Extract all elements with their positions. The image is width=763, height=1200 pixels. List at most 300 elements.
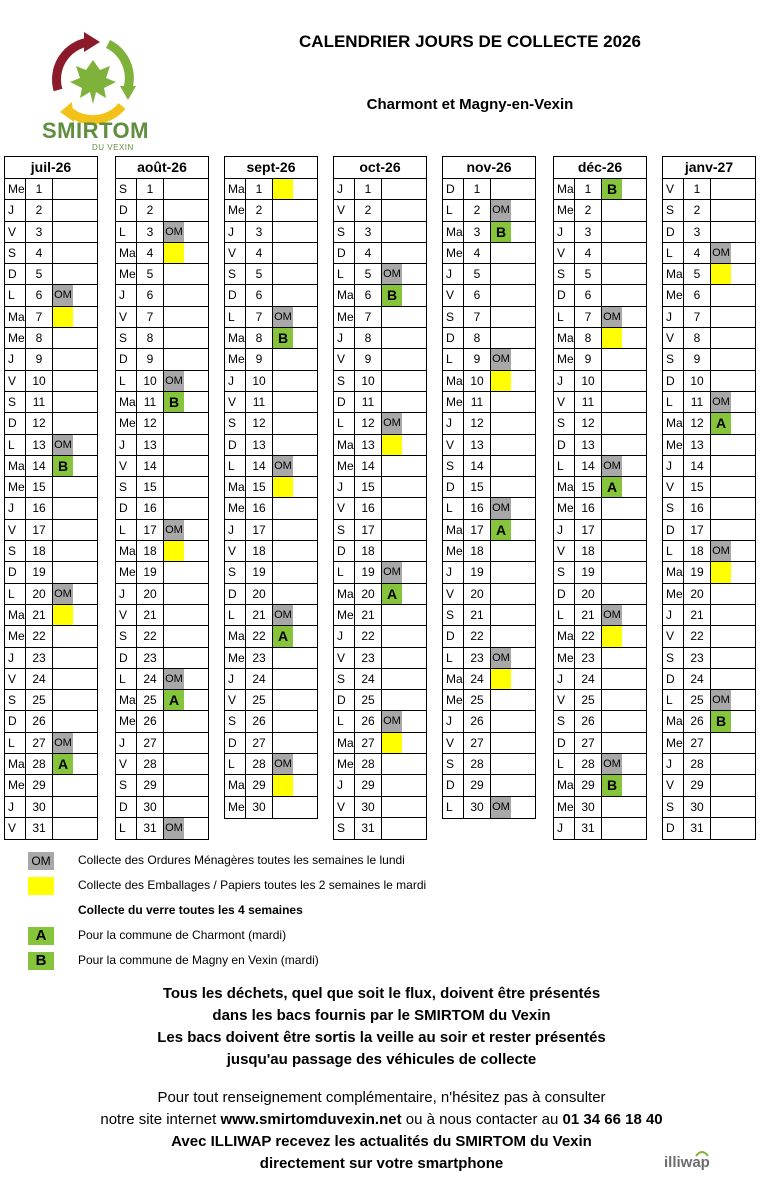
day-blank-cell	[293, 754, 317, 774]
day-number: 25	[684, 690, 711, 710]
day-row	[116, 754, 208, 775]
day-number: 17	[246, 520, 273, 540]
day-blank-cell	[402, 733, 426, 753]
day-row	[5, 733, 97, 754]
day-weekday: Ma	[334, 285, 355, 305]
day-row	[334, 626, 426, 647]
day-blank-cell	[402, 818, 426, 839]
day-row	[334, 690, 426, 711]
day-blank-cell	[402, 584, 426, 604]
day-blank-cell	[511, 605, 535, 625]
day-blank-cell	[511, 711, 535, 731]
empty-marker-cell	[53, 264, 73, 284]
day-number: 26	[246, 711, 273, 731]
day-weekday: S	[116, 477, 137, 497]
day-blank-cell	[731, 307, 755, 327]
day-weekday: L	[554, 754, 575, 774]
day-blank-cell	[293, 626, 317, 646]
day-number: 4	[575, 243, 602, 263]
day-weekday: D	[5, 264, 26, 284]
day-number: 15	[464, 477, 491, 497]
day-blank-cell	[622, 584, 646, 604]
day-weekday: S	[663, 498, 684, 518]
day-weekday: Ma	[554, 775, 575, 795]
day-weekday: Me	[443, 243, 464, 263]
day-number: 27	[575, 733, 602, 753]
day-weekday: V	[116, 307, 137, 327]
om-marker: OM	[164, 818, 184, 839]
empty-marker-cell	[382, 818, 402, 839]
day-weekday: L	[663, 690, 684, 710]
empty-marker-cell	[382, 541, 402, 561]
day-blank-cell	[622, 392, 646, 412]
empty-marker-cell	[164, 200, 184, 220]
day-blank-cell	[293, 200, 317, 220]
day-row	[225, 754, 317, 775]
empty-marker-cell	[491, 775, 511, 795]
day-number: 14	[26, 456, 53, 476]
day-weekday: D	[225, 285, 246, 305]
day-row	[225, 222, 317, 243]
day-blank-cell	[511, 200, 535, 220]
day-weekday: Me	[225, 498, 246, 518]
day-row	[225, 797, 317, 818]
om-marker: OM	[382, 562, 402, 582]
day-blank-cell	[402, 648, 426, 668]
day-number: 12	[137, 413, 164, 433]
day-number: 22	[26, 626, 53, 646]
day-weekday: Me	[554, 797, 575, 817]
day-blank-cell	[73, 179, 97, 199]
empty-marker-cell	[53, 818, 73, 839]
day-number: 12	[575, 413, 602, 433]
day-weekday: J	[554, 371, 575, 391]
day-number: 28	[464, 754, 491, 774]
empty-marker-cell	[53, 648, 73, 668]
day-blank-cell	[622, 498, 646, 518]
day-number: 28	[137, 754, 164, 774]
empty-marker-cell	[711, 349, 731, 369]
day-blank-cell	[511, 669, 535, 689]
day-weekday: Ma	[116, 690, 137, 710]
day-number: 15	[355, 477, 382, 497]
empty-marker-cell	[164, 498, 184, 518]
day-weekday: D	[334, 392, 355, 412]
day-row	[663, 285, 755, 306]
day-number: 3	[684, 222, 711, 242]
day-number: 7	[464, 307, 491, 327]
day-weekday: V	[116, 754, 137, 774]
day-weekday: Me	[663, 733, 684, 753]
day-row	[334, 498, 426, 519]
day-blank-cell	[511, 733, 535, 753]
day-weekday: J	[116, 285, 137, 305]
day-row	[443, 498, 535, 519]
day-weekday: J	[443, 264, 464, 284]
day-row	[5, 584, 97, 605]
day-number: 26	[26, 711, 53, 731]
day-number: 5	[684, 264, 711, 284]
day-weekday: D	[116, 797, 137, 817]
day-blank-cell	[511, 648, 535, 668]
day-row	[554, 435, 646, 456]
day-row	[554, 222, 646, 243]
day-number: 29	[355, 775, 382, 795]
day-number: 18	[575, 541, 602, 561]
info-line-3: Avec ILLIWAP recevez les actualités du SMIRTOM du Vexin	[171, 1133, 592, 1150]
day-row	[554, 562, 646, 583]
day-weekday: Ma	[443, 222, 464, 242]
day-blank-cell	[73, 200, 97, 220]
empty-marker-cell	[602, 371, 622, 391]
day-weekday: V	[554, 243, 575, 263]
day-row	[334, 733, 426, 754]
empty-marker-cell	[491, 413, 511, 433]
day-row	[443, 520, 535, 541]
day-number: 18	[246, 541, 273, 561]
day-weekday: Ma	[663, 562, 684, 582]
day-number: 6	[575, 285, 602, 305]
day-blank-cell	[731, 541, 755, 561]
day-row	[663, 541, 755, 562]
day-blank-cell	[293, 520, 317, 540]
day-blank-cell	[293, 243, 317, 263]
day-row	[334, 456, 426, 477]
day-row	[5, 179, 97, 200]
day-weekday: V	[5, 371, 26, 391]
empty-marker-cell	[53, 200, 73, 220]
day-number: 8	[684, 328, 711, 348]
empty-marker-cell	[602, 222, 622, 242]
day-row	[443, 626, 535, 647]
day-blank-cell	[73, 626, 97, 646]
day-number: 16	[464, 498, 491, 518]
day-weekday: V	[443, 285, 464, 305]
empty-marker-cell	[602, 349, 622, 369]
day-blank-cell	[73, 648, 97, 668]
day-weekday: Ma	[554, 477, 575, 497]
day-weekday: V	[5, 520, 26, 540]
day-number: 24	[464, 669, 491, 689]
day-row	[225, 498, 317, 519]
day-blank-cell	[511, 179, 535, 199]
om-marker: OM	[491, 349, 511, 369]
empty-marker-cell	[273, 541, 293, 561]
day-row	[443, 413, 535, 434]
day-row	[554, 200, 646, 221]
day-blank-cell	[293, 562, 317, 582]
day-weekday: S	[225, 562, 246, 582]
day-blank-cell	[622, 413, 646, 433]
day-blank-cell	[184, 626, 208, 646]
day-weekday: Ma	[663, 413, 684, 433]
day-weekday: Me	[443, 392, 464, 412]
day-blank-cell	[184, 733, 208, 753]
day-blank-cell	[511, 690, 535, 710]
day-weekday: V	[663, 626, 684, 646]
empty-marker-cell	[273, 200, 293, 220]
empty-marker-cell	[53, 775, 73, 795]
day-blank-cell	[402, 711, 426, 731]
day-row	[443, 797, 535, 818]
om-marker: OM	[602, 605, 622, 625]
empty-marker-cell	[164, 349, 184, 369]
day-number: 1	[464, 179, 491, 199]
day-row	[443, 711, 535, 732]
day-blank-cell	[622, 200, 646, 220]
empty-marker-cell	[164, 477, 184, 497]
day-number: 22	[464, 626, 491, 646]
empty-marker-cell	[602, 435, 622, 455]
empty-marker-cell	[53, 626, 73, 646]
empty-marker-cell	[491, 435, 511, 455]
legend-item-b	[28, 950, 728, 975]
day-blank-cell	[511, 392, 535, 412]
day-weekday: J	[334, 626, 355, 646]
day-weekday: L	[443, 648, 464, 668]
day-weekday: Me	[663, 584, 684, 604]
info-line-4: directement sur votre smartphone	[259, 1155, 504, 1172]
empty-marker-cell	[53, 690, 73, 710]
day-number: 7	[355, 307, 382, 327]
day-weekday: L	[443, 349, 464, 369]
notice-line-3: Les bacs doivent être sortis la veille au soir et rester présentés	[157, 1029, 606, 1046]
day-row	[443, 669, 535, 690]
day-weekday: S	[443, 754, 464, 774]
day-row	[334, 775, 426, 796]
day-number: 6	[684, 285, 711, 305]
day-blank-cell	[622, 711, 646, 731]
day-blank-cell	[731, 584, 755, 604]
emballages-marker	[164, 243, 184, 263]
day-blank-cell	[622, 222, 646, 242]
day-number: 16	[137, 498, 164, 518]
empty-marker-cell	[382, 456, 402, 476]
day-blank-cell	[184, 285, 208, 305]
day-weekday: Ma	[5, 754, 26, 774]
day-weekday: S	[225, 711, 246, 731]
verre-a-marker: A	[164, 690, 184, 710]
day-row	[663, 775, 755, 796]
empty-marker-cell	[711, 456, 731, 476]
day-row	[554, 754, 646, 775]
day-number: 8	[575, 328, 602, 348]
day-number: 12	[684, 413, 711, 433]
logo-subtitle: DU VEXIN	[92, 143, 134, 152]
day-row	[334, 392, 426, 413]
day-weekday: Me	[443, 690, 464, 710]
day-blank-cell	[293, 392, 317, 412]
emballages-marker	[491, 371, 511, 391]
day-row	[663, 307, 755, 328]
day-weekday: L	[5, 733, 26, 753]
day-number: 9	[464, 349, 491, 369]
empty-marker-cell	[491, 456, 511, 476]
empty-marker-cell	[491, 285, 511, 305]
day-blank-cell	[293, 435, 317, 455]
day-blank-cell	[293, 285, 317, 305]
info-text: notre site internet	[100, 1111, 221, 1128]
day-weekday: L	[5, 584, 26, 604]
day-row	[116, 520, 208, 541]
legend-item-verre	[28, 900, 728, 925]
day-row	[116, 626, 208, 647]
day-row	[663, 179, 755, 200]
day-number: 16	[26, 498, 53, 518]
day-number: 8	[26, 328, 53, 348]
day-blank-cell	[622, 477, 646, 497]
day-blank-cell	[622, 775, 646, 795]
empty-marker-cell	[273, 711, 293, 731]
day-number: 21	[137, 605, 164, 625]
day-number: 16	[575, 498, 602, 518]
day-blank-cell	[731, 669, 755, 689]
day-row	[443, 733, 535, 754]
logo-wordmark: SMIRTOM	[42, 118, 149, 143]
day-row	[225, 328, 317, 349]
empty-marker-cell	[711, 754, 731, 774]
day-row	[116, 264, 208, 285]
empty-marker-cell	[164, 733, 184, 753]
day-weekday: D	[554, 733, 575, 753]
day-row	[225, 541, 317, 562]
day-weekday: Ma	[443, 520, 464, 540]
legend-emballages-text: Collecte des Emballages / Papiers toutes les 2 semaines le mardi	[78, 878, 427, 892]
day-number: 1	[355, 179, 382, 199]
day-weekday: J	[225, 669, 246, 689]
day-blank-cell	[73, 264, 97, 284]
day-number: 9	[26, 349, 53, 369]
day-weekday: L	[334, 562, 355, 582]
empty-marker-cell	[491, 733, 511, 753]
day-weekday: L	[225, 307, 246, 327]
day-weekday: S	[663, 648, 684, 668]
day-row	[116, 648, 208, 669]
day-blank-cell	[402, 605, 426, 625]
empty-marker-cell	[273, 797, 293, 818]
day-weekday: Ma	[116, 243, 137, 263]
day-number: 4	[355, 243, 382, 263]
day-weekday: S	[334, 520, 355, 540]
day-number: 10	[26, 371, 53, 391]
day-row	[225, 349, 317, 370]
empty-marker-cell	[382, 797, 402, 817]
empty-marker-cell	[711, 179, 731, 199]
day-row	[5, 413, 97, 434]
day-number: 13	[464, 435, 491, 455]
day-blank-cell	[184, 349, 208, 369]
empty-marker-cell	[273, 435, 293, 455]
day-weekday: S	[443, 307, 464, 327]
verre-b-marker: B	[602, 775, 622, 795]
day-number: 5	[575, 264, 602, 284]
day-weekday: L	[554, 307, 575, 327]
day-row	[225, 413, 317, 434]
empty-marker-cell	[164, 307, 184, 327]
day-weekday: Me	[5, 328, 26, 348]
month-column	[553, 156, 647, 840]
day-number: 29	[246, 775, 273, 795]
day-number: 24	[137, 669, 164, 689]
day-weekday: Me	[334, 754, 355, 774]
day-row	[116, 477, 208, 498]
day-row	[5, 498, 97, 519]
day-weekday: L	[663, 243, 684, 263]
day-blank-cell	[511, 584, 535, 604]
empty-marker-cell	[711, 307, 731, 327]
website-link[interactable]: www.smirtomduvexin.net	[220, 1111, 402, 1128]
day-blank-cell	[731, 392, 755, 412]
empty-marker-cell	[382, 222, 402, 242]
day-number: 21	[355, 605, 382, 625]
empty-marker-cell	[382, 179, 402, 199]
empty-marker-cell	[602, 413, 622, 433]
empty-marker-cell	[382, 392, 402, 412]
empty-marker-cell	[491, 754, 511, 774]
day-blank-cell	[73, 775, 97, 795]
day-row	[116, 349, 208, 370]
day-row	[443, 392, 535, 413]
day-blank-cell	[622, 285, 646, 305]
day-weekday: Me	[663, 435, 684, 455]
empty-marker-cell	[382, 754, 402, 774]
day-row	[443, 200, 535, 221]
day-row	[116, 775, 208, 796]
day-number: 1	[246, 179, 273, 199]
day-weekday: J	[443, 413, 464, 433]
day-blank-cell	[293, 477, 317, 497]
day-blank-cell	[622, 605, 646, 625]
day-weekday: V	[225, 392, 246, 412]
day-blank-cell	[402, 264, 426, 284]
emballages-marker	[382, 733, 402, 753]
day-weekday: D	[334, 690, 355, 710]
day-row	[334, 648, 426, 669]
day-blank-cell	[293, 413, 317, 433]
day-number: 23	[575, 648, 602, 668]
day-blank-cell	[73, 285, 97, 305]
day-row	[554, 690, 646, 711]
legend	[28, 850, 728, 975]
day-weekday: V	[663, 477, 684, 497]
day-weekday: J	[443, 711, 464, 731]
day-row	[334, 307, 426, 328]
om-marker: OM	[164, 371, 184, 391]
empty-marker-cell	[382, 477, 402, 497]
day-row	[443, 243, 535, 264]
empty-marker-cell	[273, 690, 293, 710]
day-weekday: J	[554, 222, 575, 242]
day-row	[225, 200, 317, 221]
day-row	[663, 371, 755, 392]
day-blank-cell	[184, 775, 208, 795]
day-number: 4	[26, 243, 53, 263]
empty-marker-cell	[53, 371, 73, 391]
day-blank-cell	[731, 605, 755, 625]
day-blank-cell	[293, 264, 317, 284]
day-row	[663, 648, 755, 669]
empty-marker-cell	[491, 541, 511, 561]
day-number: 2	[464, 200, 491, 220]
day-blank-cell	[73, 733, 97, 753]
day-row	[554, 541, 646, 562]
day-blank-cell	[731, 626, 755, 646]
day-row	[5, 797, 97, 818]
day-blank-cell	[402, 562, 426, 582]
empty-marker-cell	[602, 520, 622, 540]
empty-marker-cell	[382, 328, 402, 348]
day-number: 14	[575, 456, 602, 476]
